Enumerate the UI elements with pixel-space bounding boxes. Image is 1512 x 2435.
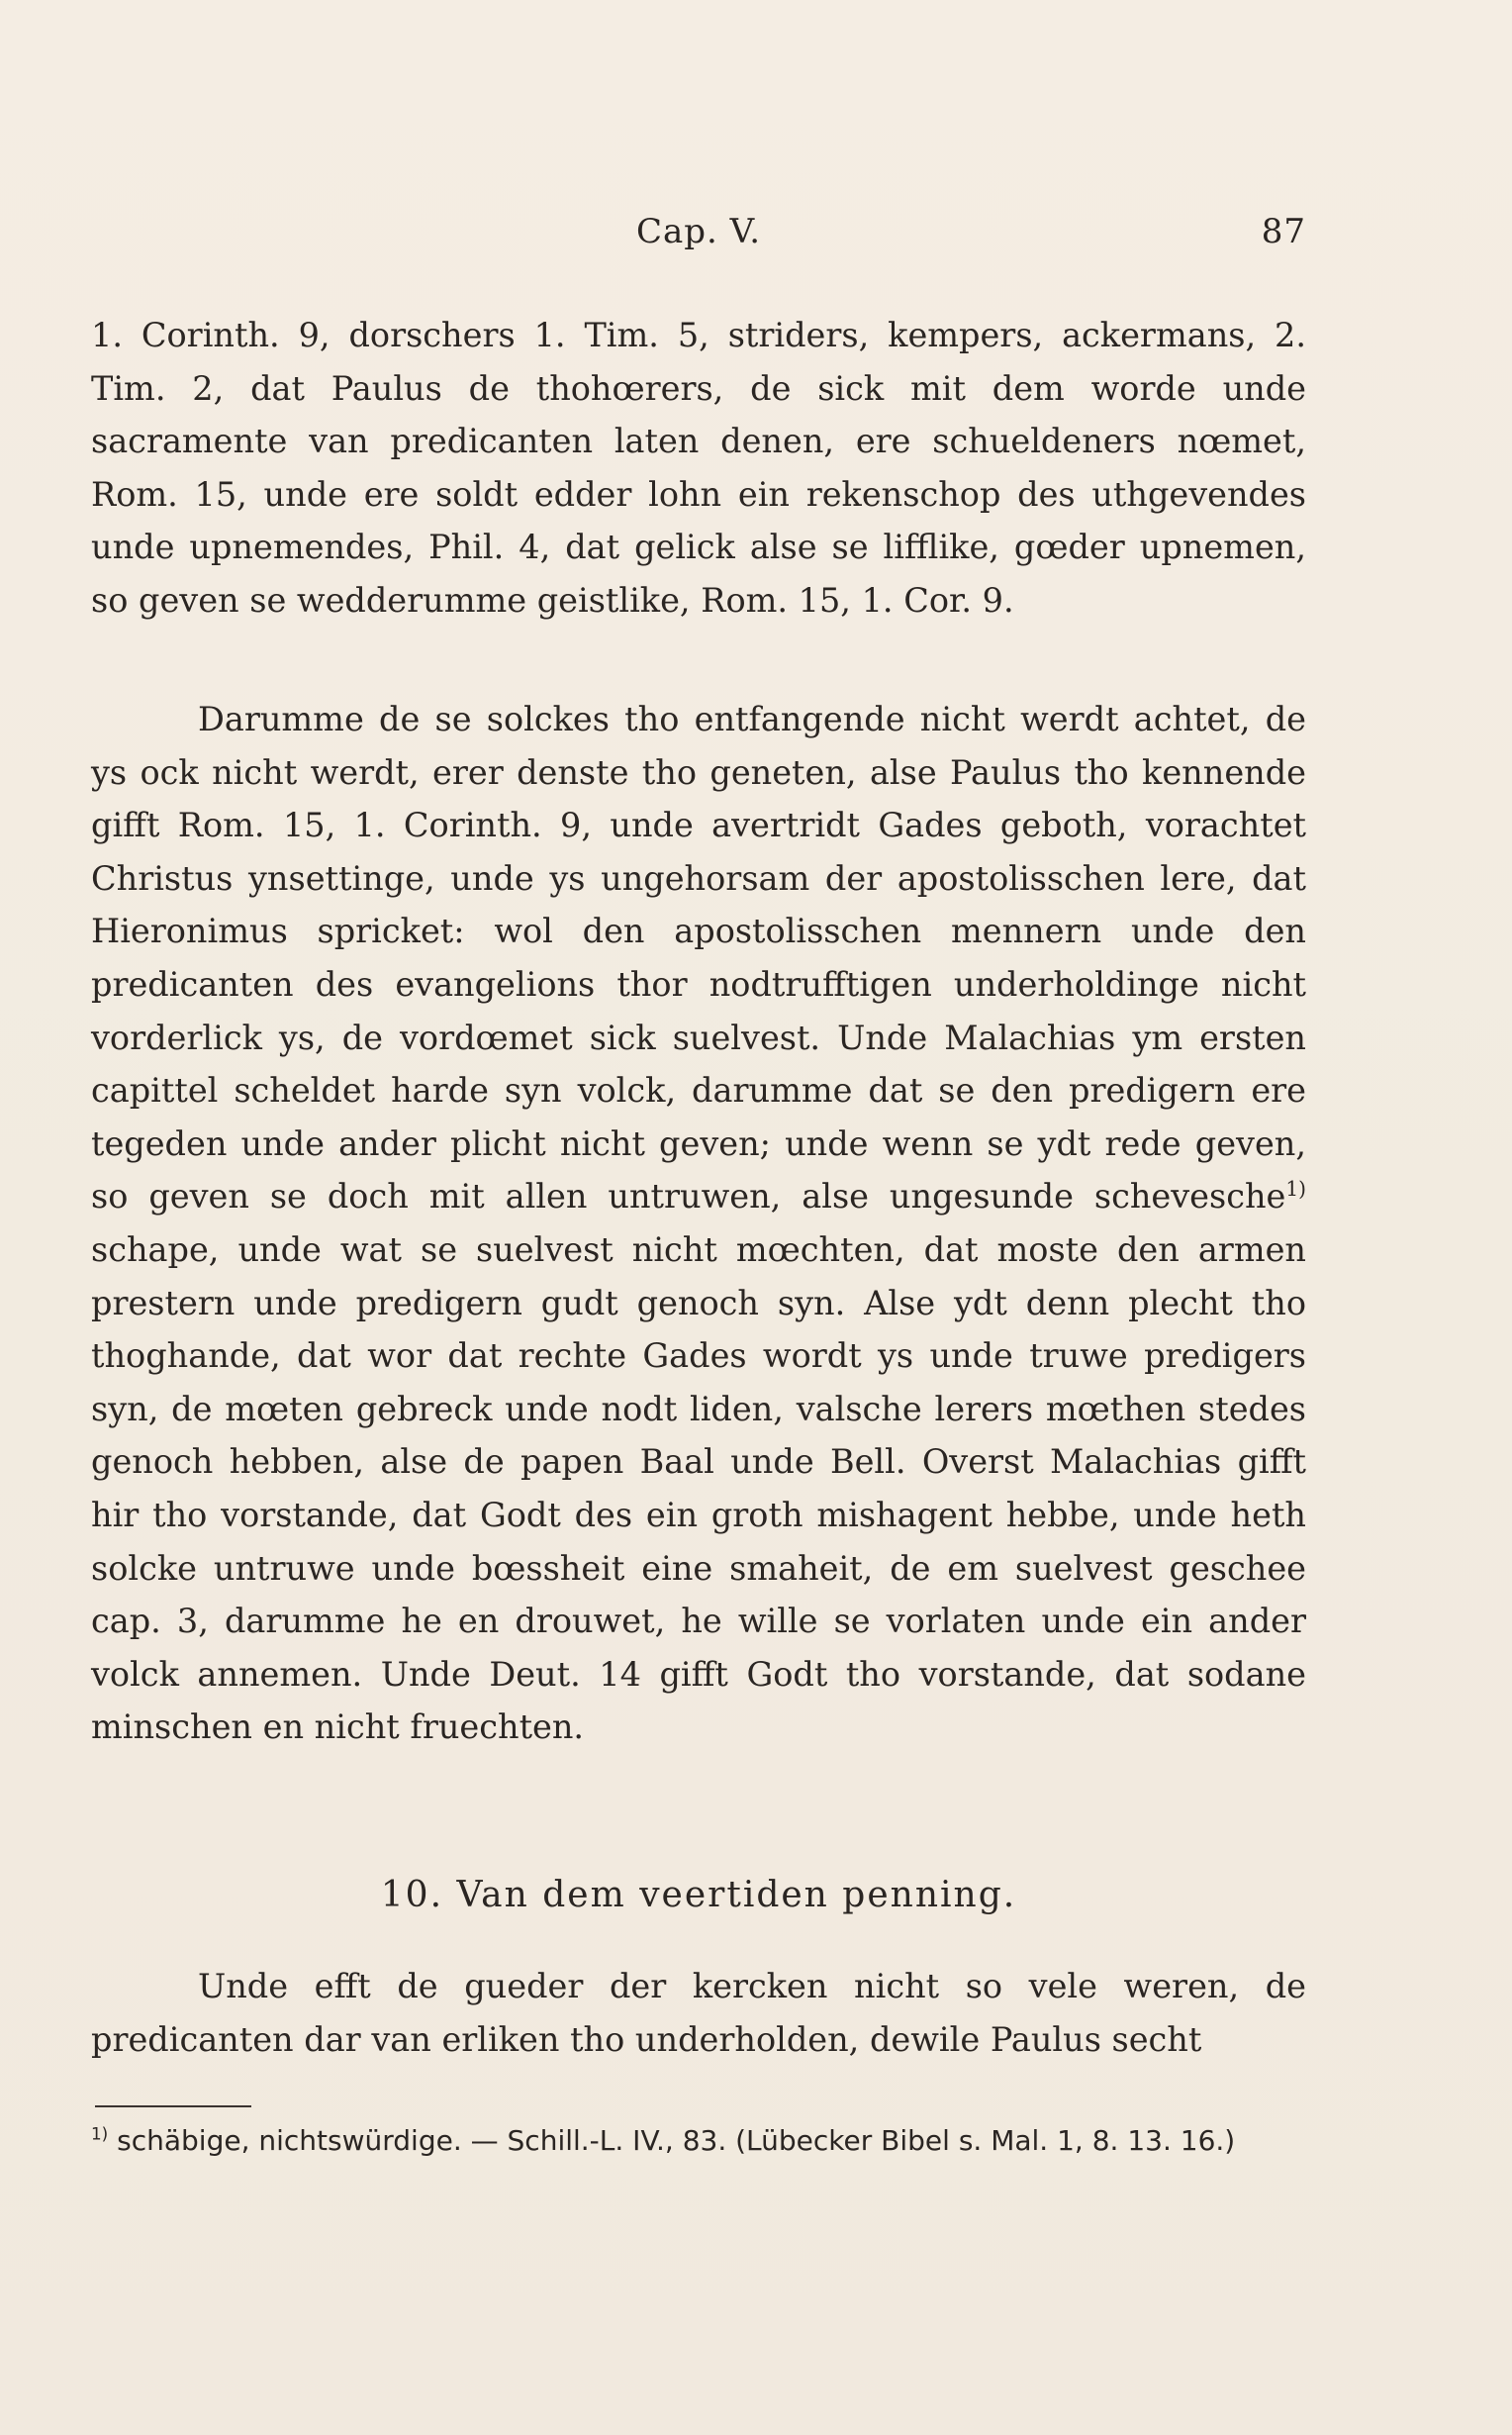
- section-heading: 10. Van dem veertiden penning.: [380, 1875, 1017, 1915]
- paragraph-2-text-a: Darumme de se solckes tho entfangende nicht werdt achtet, de ys ock nicht werdt, erer denste tho geneten, alse Paulus tho kennende gifft Rom. 15, 1. Corinth. 9, unde avertridt Gades geboth, vorachtet Christus ynsettinge, unde ys ungehorsam der apostolisschen lere, dat Hieronimus spricket: wol den apostolisschen mennern unde den predicanten des evangelions thor nodtrufftigen underholdinge nicht vorderlick ys, de vordœmet sick suelvest. Unde Malachias ym ersten capittel scheldet harde syn volck, darumme dat se den predigern ere tegeden unde ander plicht nicht geven; unde wenn se ydt rede geven, so geven se doch mit allen untruwen, alse ungesunde schevesche: [91, 700, 1306, 1217]
- paragraph-2-text-b: schape, unde wat se suelvest nicht mœchten, dat moste den armen prestern unde predigern gudt genoch syn. Alse ydt denn plecht tho thoghande, dat wor dat rechte Gades wordt ys unde truwe predigers syn, de mœten gebreck unde nodt liden, valsche lerers mœthen stedes genoch hebben, alse de papen Baal unde Bell. Overst Malachias gifft hir tho vorstande, dat Godt des ein groth mishagent hebbe, unde heth solcke untruwe unde bœssheit eine smaheit, de em suelvest geschee cap. 3, darumme he en drouwet, he wille se vorlaten unde ein ander volck annemen. Unde Deut. 14 gifft Godt tho vorstande, dat sodane minschen en nicht fruechten.: [91, 1229, 1306, 1747]
- paragraph-2: [91, 693, 1306, 1754]
- footnote-divider: [95, 2105, 251, 2107]
- footnote-text: schäbige, nichtswürdige. — Schill.-L. IV., 83. (Lübecker Bibel s. Mal. 1, 8. 13. 16.): [108, 2124, 1236, 2157]
- paragraph-3-text: Unde efft de gueder der kercken nicht so vele weren, de predicanten dar van erliken tho underholden, dewile Paulus secht: [91, 1967, 1306, 2059]
- paragraph-1: [91, 309, 1306, 628]
- page-number: 87: [1261, 212, 1306, 251]
- paragraph-3: [91, 1960, 1306, 2066]
- footnote-reference: 1): [1285, 1177, 1306, 1202]
- chapter-title: Cap. V.: [635, 212, 762, 251]
- footnote-marker: 1): [91, 2123, 109, 2144]
- footnote: [91, 2116, 1306, 2166]
- running-header: [91, 212, 1306, 261]
- paragraph-1-text: 1. Corinth. 9, dorschers 1. Tim. 5, striders, kempers, ackermans, 2. Tim. 2, dat Paulus de thohœrers, de sick mit dem worde unde sacramente van predicanten laten denen, ere schueldeners nœmet, Rom. 15, unde ere soldt edder lohn ein rekenschop des uthgevendes unde upnemendes, Phil. 4, dat gelick alse se lifflike, gœder upnemen, so geven se wedderumme geistlike, Rom. 15, 1. Cor. 9.: [91, 316, 1306, 620]
